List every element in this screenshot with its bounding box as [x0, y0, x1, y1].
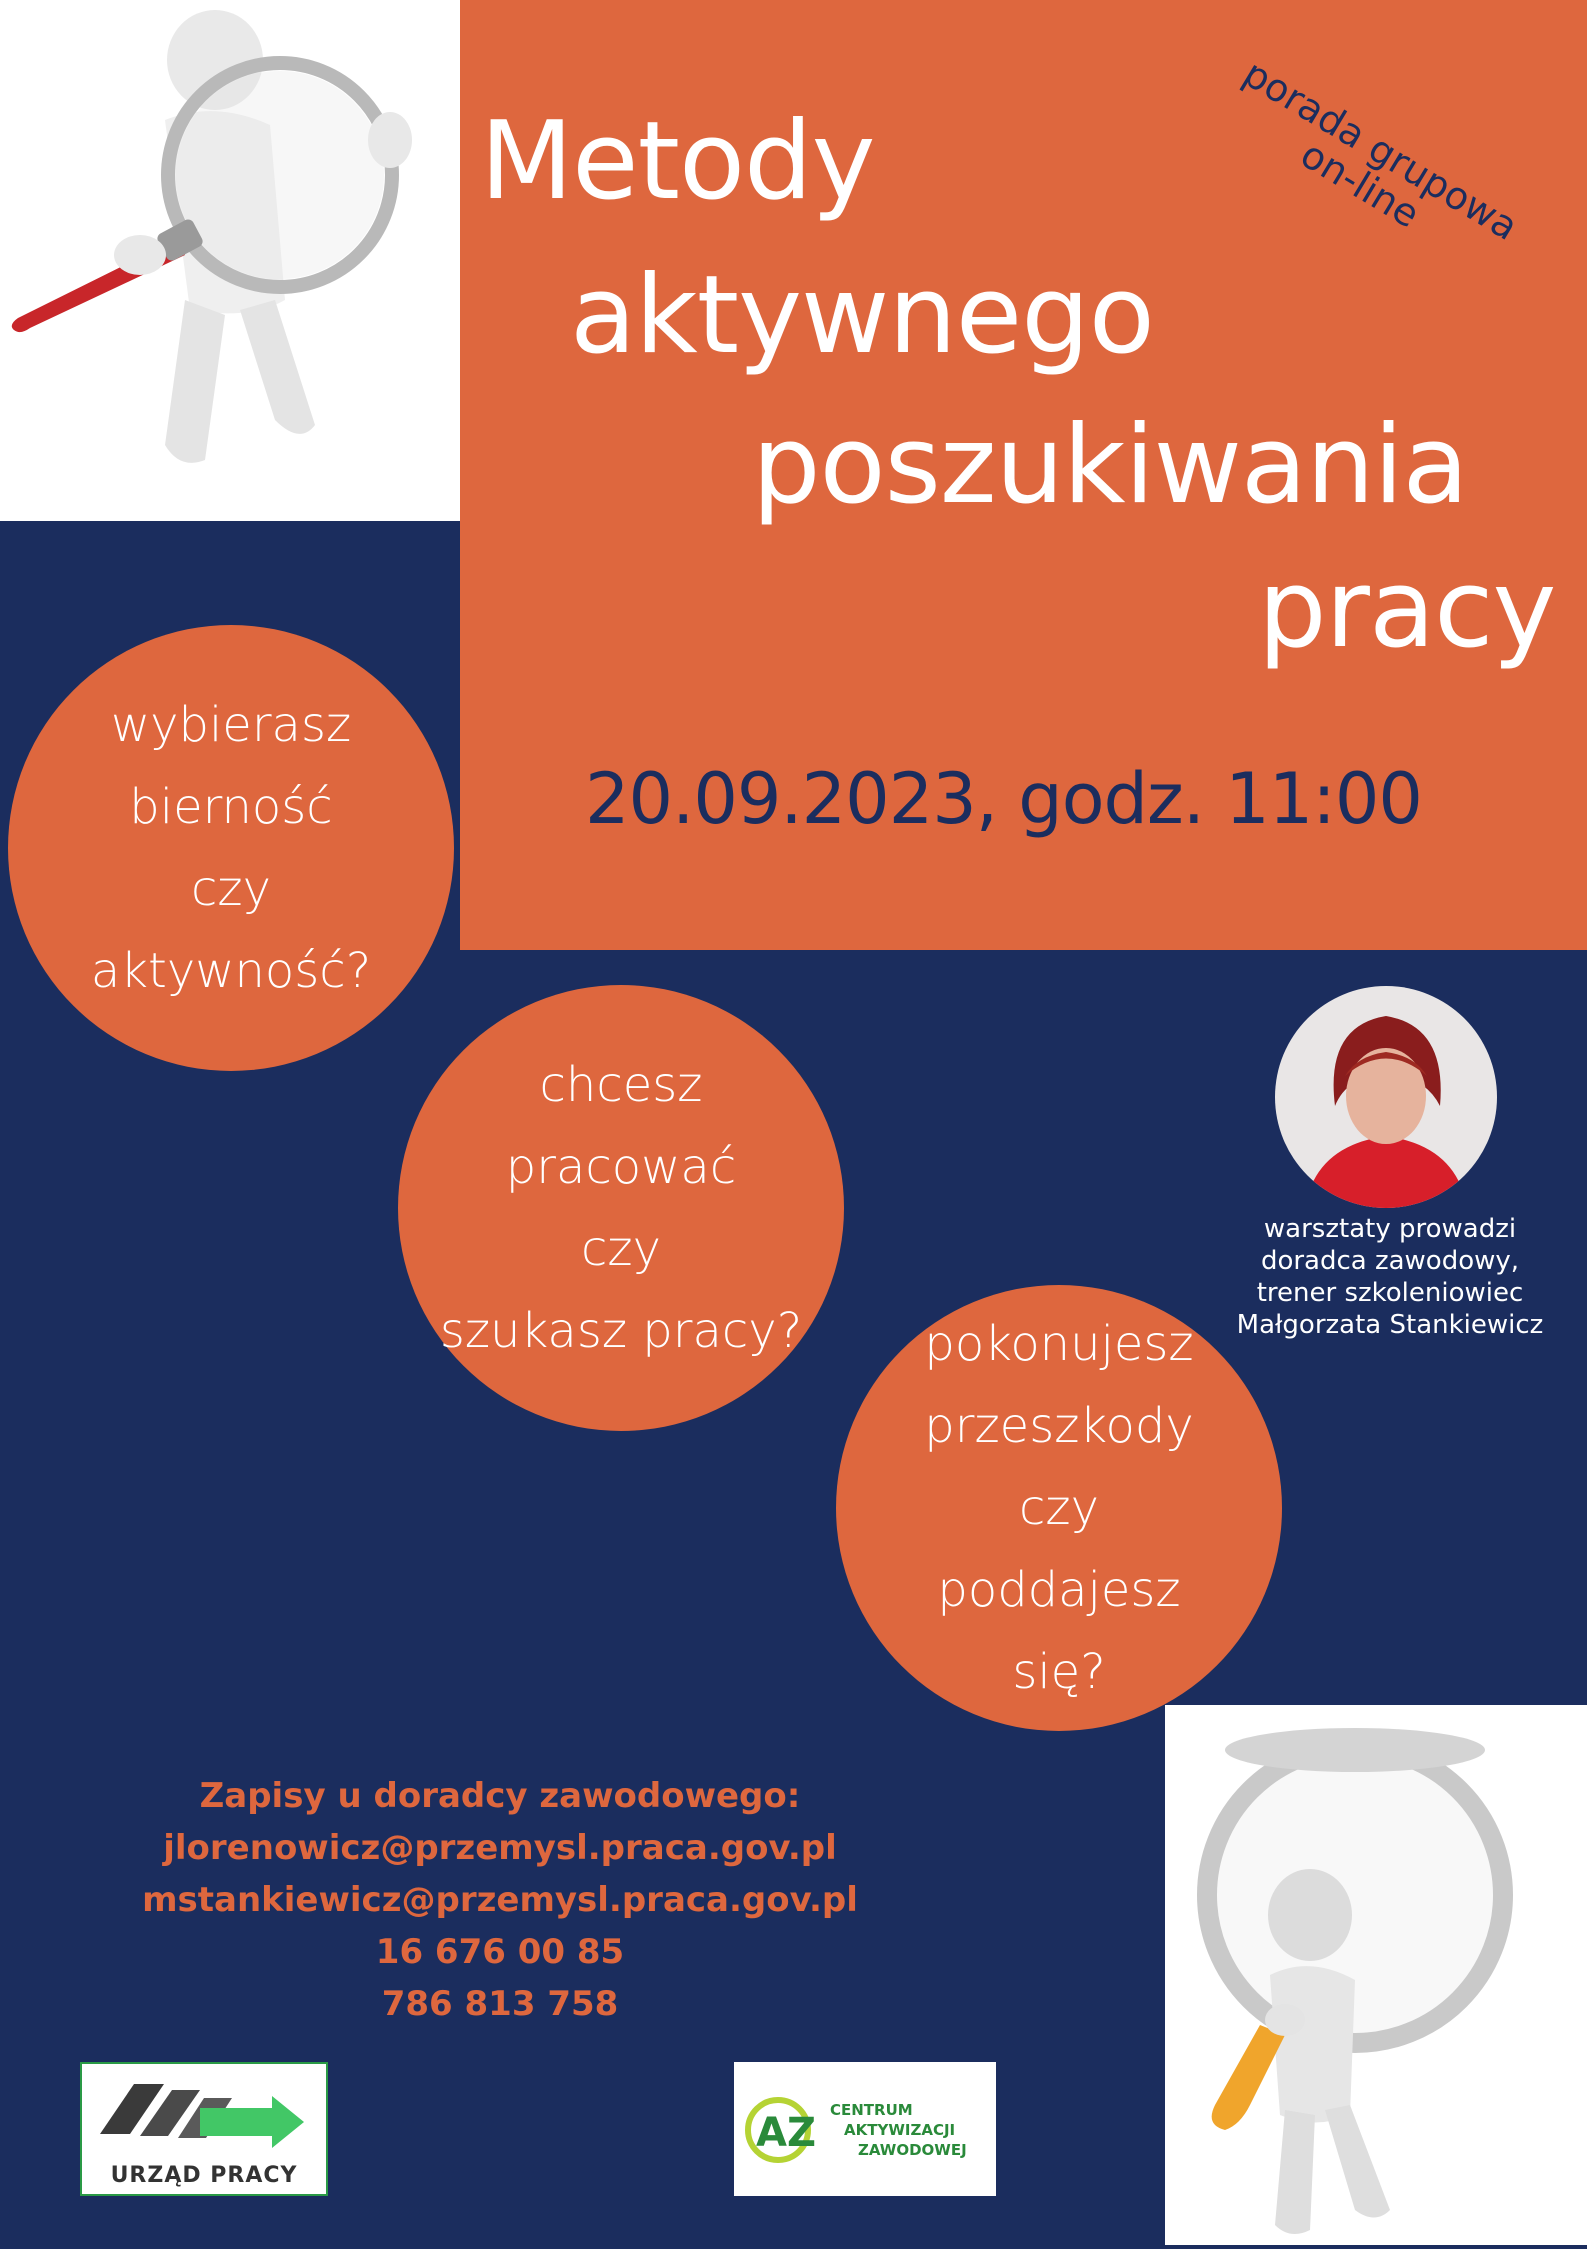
question-text-2: chcesz pracować czy szukasz pracy? — [439, 1057, 803, 1359]
contact-heading: Zapisy u doradcy zawodowego: — [199, 1776, 801, 1816]
caz-line-3: ZAWODOWEJ — [858, 2141, 967, 2159]
trainer-name: Małgorzata Stankiewicz — [1236, 1310, 1544, 1340]
question-circle-1 — [8, 625, 454, 1071]
caz-mark-icon — [734, 2062, 824, 2196]
event-type-tag: porada grupowa on-line — [1235, 50, 1526, 250]
caz-line-2: AKTYWIZACJI — [844, 2121, 956, 2139]
contact-block — [100, 1770, 900, 2030]
trainer-info — [1200, 1213, 1580, 1341]
contact-email-2[interactable]: mstankiewicz@przemysl.praca.gov.pl — [142, 1880, 858, 1920]
magnifier-figure-icon — [1165, 1705, 1587, 2245]
title-line-2: aktywnego — [570, 253, 1154, 378]
contact-phone-2[interactable]: 786 813 758 — [381, 1984, 619, 2024]
question-text-3: pokonujesz przeszkody czy poddajesz się? — [924, 1316, 1194, 1700]
trainer-photo-icon — [1275, 986, 1497, 1208]
event-date: 20.09.2023, godz. 11:00 — [585, 758, 1422, 840]
trainer-line-1: warsztaty prowadzi — [1263, 1214, 1517, 1244]
caz-logo — [734, 2062, 996, 2196]
caz-label — [830, 2100, 967, 2160]
bottom-right-panel — [1165, 1705, 1587, 2245]
question-circle-2 — [398, 985, 844, 1431]
title-line-1: Metody — [480, 99, 875, 224]
trainer-line-2: doradca zawodowy, — [1260, 1246, 1520, 1276]
caz-line-1: CENTRUM — [830, 2101, 913, 2119]
contact-phone-1[interactable]: 16 676 00 85 — [375, 1932, 625, 1972]
top-left-panel — [0, 0, 460, 521]
caz-mark-text: AZ — [756, 2110, 816, 2156]
urzad-pracy-logo — [80, 2062, 328, 2196]
question-circle-3 — [836, 1285, 1282, 1731]
arrow-logo-icon — [82, 2064, 326, 2160]
trainer-portrait — [1275, 986, 1497, 1208]
title-line-4: pracy — [1258, 547, 1556, 672]
question-text-1: wybierasz bierność czy aktywność? — [90, 697, 372, 999]
magnifier-figure-icon — [0, 0, 460, 521]
urzad-pracy-label: URZĄD PRACY — [110, 2163, 298, 2188]
contact-email-1[interactable]: jlorenowicz@przemysl.praca.gov.pl — [163, 1828, 837, 1868]
trainer-line-3: trener szkoleniowiec — [1256, 1278, 1524, 1308]
title-line-3: poszukiwania — [752, 403, 1468, 528]
